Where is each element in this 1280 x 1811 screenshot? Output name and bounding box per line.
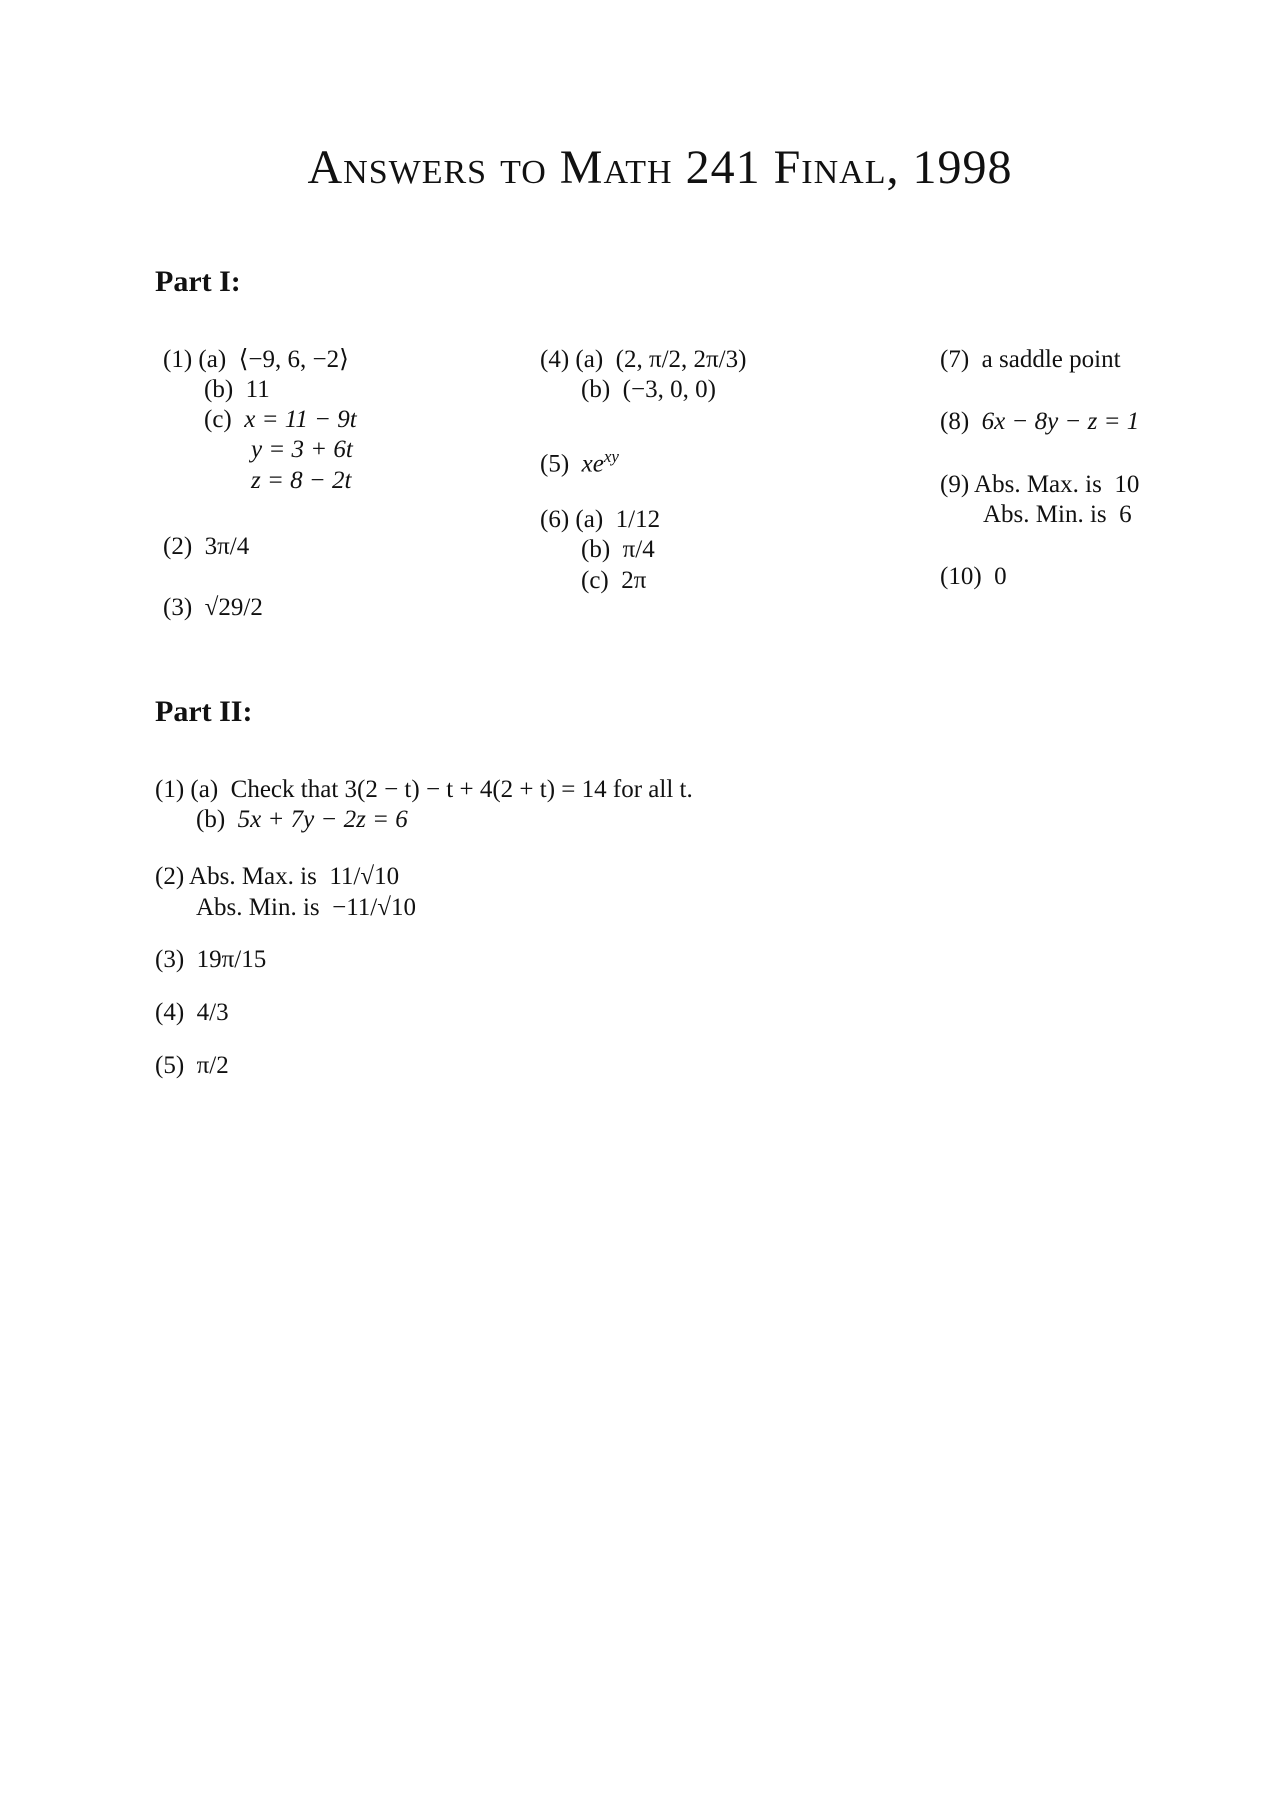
p2-q3-line bbox=[155, 945, 266, 975]
p1-q6-line-b bbox=[581, 535, 655, 565]
p1-q3-line bbox=[163, 593, 263, 623]
p1-q7-number: (7) bbox=[940, 346, 970, 373]
p2-q1a-answer: Check that 3(2 − t) − t + 4(2 + t) = 14 for all t. bbox=[230, 776, 693, 803]
p2-q2-max-prefix: Abs. Max. is 11/ bbox=[189, 863, 361, 890]
p1-q1c-y-equation: y = 3 + 6t bbox=[251, 436, 353, 463]
p2-q2-line-max bbox=[155, 862, 399, 892]
p1-q3-radical-sign: √ bbox=[204, 594, 219, 621]
p1-q5-base: xe bbox=[581, 450, 604, 478]
p1-q3-number: (3) bbox=[163, 594, 193, 621]
p2-q4-number: (4) bbox=[155, 999, 185, 1026]
p1-q2-line bbox=[163, 532, 249, 562]
p2-q1-number: (1) bbox=[155, 776, 185, 803]
p1-q1c-z-equation: z = 8 − 2t bbox=[251, 467, 352, 494]
p2-q2-line-min bbox=[196, 893, 416, 923]
p1-q3-radicand: 29 bbox=[218, 594, 244, 621]
p2-q2-min-radicand: 10 bbox=[390, 894, 416, 921]
p1-q1b-label: (b) bbox=[204, 376, 234, 403]
p1-q10-answer: 0 bbox=[994, 563, 1007, 590]
p1-q8-number: (8) bbox=[940, 408, 970, 435]
p1-q4-number: (4) bbox=[540, 346, 570, 373]
p1-q4a-answer: (2, π/2, 2π/3) bbox=[615, 346, 747, 373]
p2-q2-max-radicand: 10 bbox=[374, 863, 400, 890]
p1-q6b-answer: π/4 bbox=[622, 536, 655, 563]
p2-q2-min-radical: √ bbox=[377, 894, 391, 921]
p1-q6c-label: (c) bbox=[581, 567, 609, 594]
p1-q1a-answer: ⟨−9, 6, −2⟩ bbox=[238, 346, 349, 373]
p1-q3-denominator: /2 bbox=[243, 594, 263, 621]
part-1-heading: Part I: bbox=[155, 265, 241, 298]
p2-q1b-answer: 5x + 7y − 2z = 6 bbox=[237, 806, 408, 833]
p1-q10-number: (10) bbox=[940, 563, 982, 590]
p2-q1a-label: (a) bbox=[190, 776, 219, 803]
p2-q3-number: (3) bbox=[155, 946, 185, 973]
p2-q1-line-b bbox=[196, 805, 408, 835]
p1-q8-line bbox=[940, 407, 1139, 437]
p1-q4b-answer: (−3, 0, 0) bbox=[622, 376, 716, 403]
p1-q7-answer: a saddle point bbox=[981, 346, 1121, 373]
p1-q2-answer: 3π/4 bbox=[204, 533, 250, 560]
p1-q3-answer bbox=[205, 594, 263, 621]
p2-q5-line bbox=[155, 1051, 229, 1081]
p1-q4-line-a bbox=[540, 345, 746, 375]
p1-q6a-answer: 1/12 bbox=[615, 506, 661, 533]
p1-q6-line-a bbox=[540, 505, 660, 535]
part-2-heading: Part II: bbox=[155, 695, 253, 728]
p1-q1c-x-equation: x = 11 − 9t bbox=[244, 406, 357, 433]
p2-q5-number: (5) bbox=[155, 1052, 185, 1079]
p1-q9-max-answer: Abs. Max. is 10 bbox=[974, 471, 1140, 498]
p1-q10-line bbox=[940, 562, 1007, 592]
p1-q1c-label: (c) bbox=[204, 406, 232, 433]
p2-q1b-label: (b) bbox=[196, 806, 226, 833]
p2-q3-answer: 19π/15 bbox=[196, 946, 267, 973]
p1-q1-line-a bbox=[163, 345, 349, 375]
p1-q1-number: (1) bbox=[163, 346, 193, 373]
p1-q6c-answer: 2π bbox=[621, 567, 647, 594]
p1-q1-line-b bbox=[204, 375, 270, 405]
p1-q6-number: (6) bbox=[540, 506, 570, 533]
p1-q1a-label: (a) bbox=[198, 346, 227, 373]
p1-q9-line-max bbox=[940, 470, 1139, 500]
p1-q5-exponent: xy bbox=[603, 447, 619, 466]
p2-q4-line bbox=[155, 998, 229, 1028]
p2-q2-max-radical: √ bbox=[360, 863, 375, 890]
p1-q7-line bbox=[940, 345, 1121, 375]
p1-q9-number: (9) bbox=[940, 471, 970, 498]
p1-q4b-label: (b) bbox=[581, 376, 611, 403]
p1-q5-line bbox=[540, 442, 619, 479]
p1-q2-number: (2) bbox=[163, 533, 193, 560]
p2-q4-answer: 4/3 bbox=[196, 999, 229, 1026]
p1-q6b-label: (b) bbox=[581, 536, 611, 563]
p2-q2-min-prefix: Abs. Min. is −11/ bbox=[196, 894, 378, 921]
p2-q5-answer: π/2 bbox=[196, 1052, 229, 1079]
p1-q6a-label: (a) bbox=[575, 506, 604, 533]
p1-q5-number: (5) bbox=[540, 450, 570, 478]
p1-q1-line-c bbox=[204, 405, 357, 435]
p2-q2-number: (2) bbox=[155, 863, 185, 890]
p1-q6-line-c bbox=[581, 566, 646, 596]
p1-q4-line-b bbox=[581, 375, 716, 405]
p1-q4a-label: (a) bbox=[575, 346, 604, 373]
p1-q9-min-answer: Abs. Min. is 6 bbox=[983, 501, 1132, 528]
p1-q1b-answer: 11 bbox=[245, 376, 270, 403]
page-title: Answers to Math 241 Final, 1998 bbox=[307, 141, 1013, 194]
p1-q8-answer: 6x − 8y − z = 1 bbox=[981, 408, 1140, 435]
p2-q1-line-a bbox=[155, 775, 693, 805]
